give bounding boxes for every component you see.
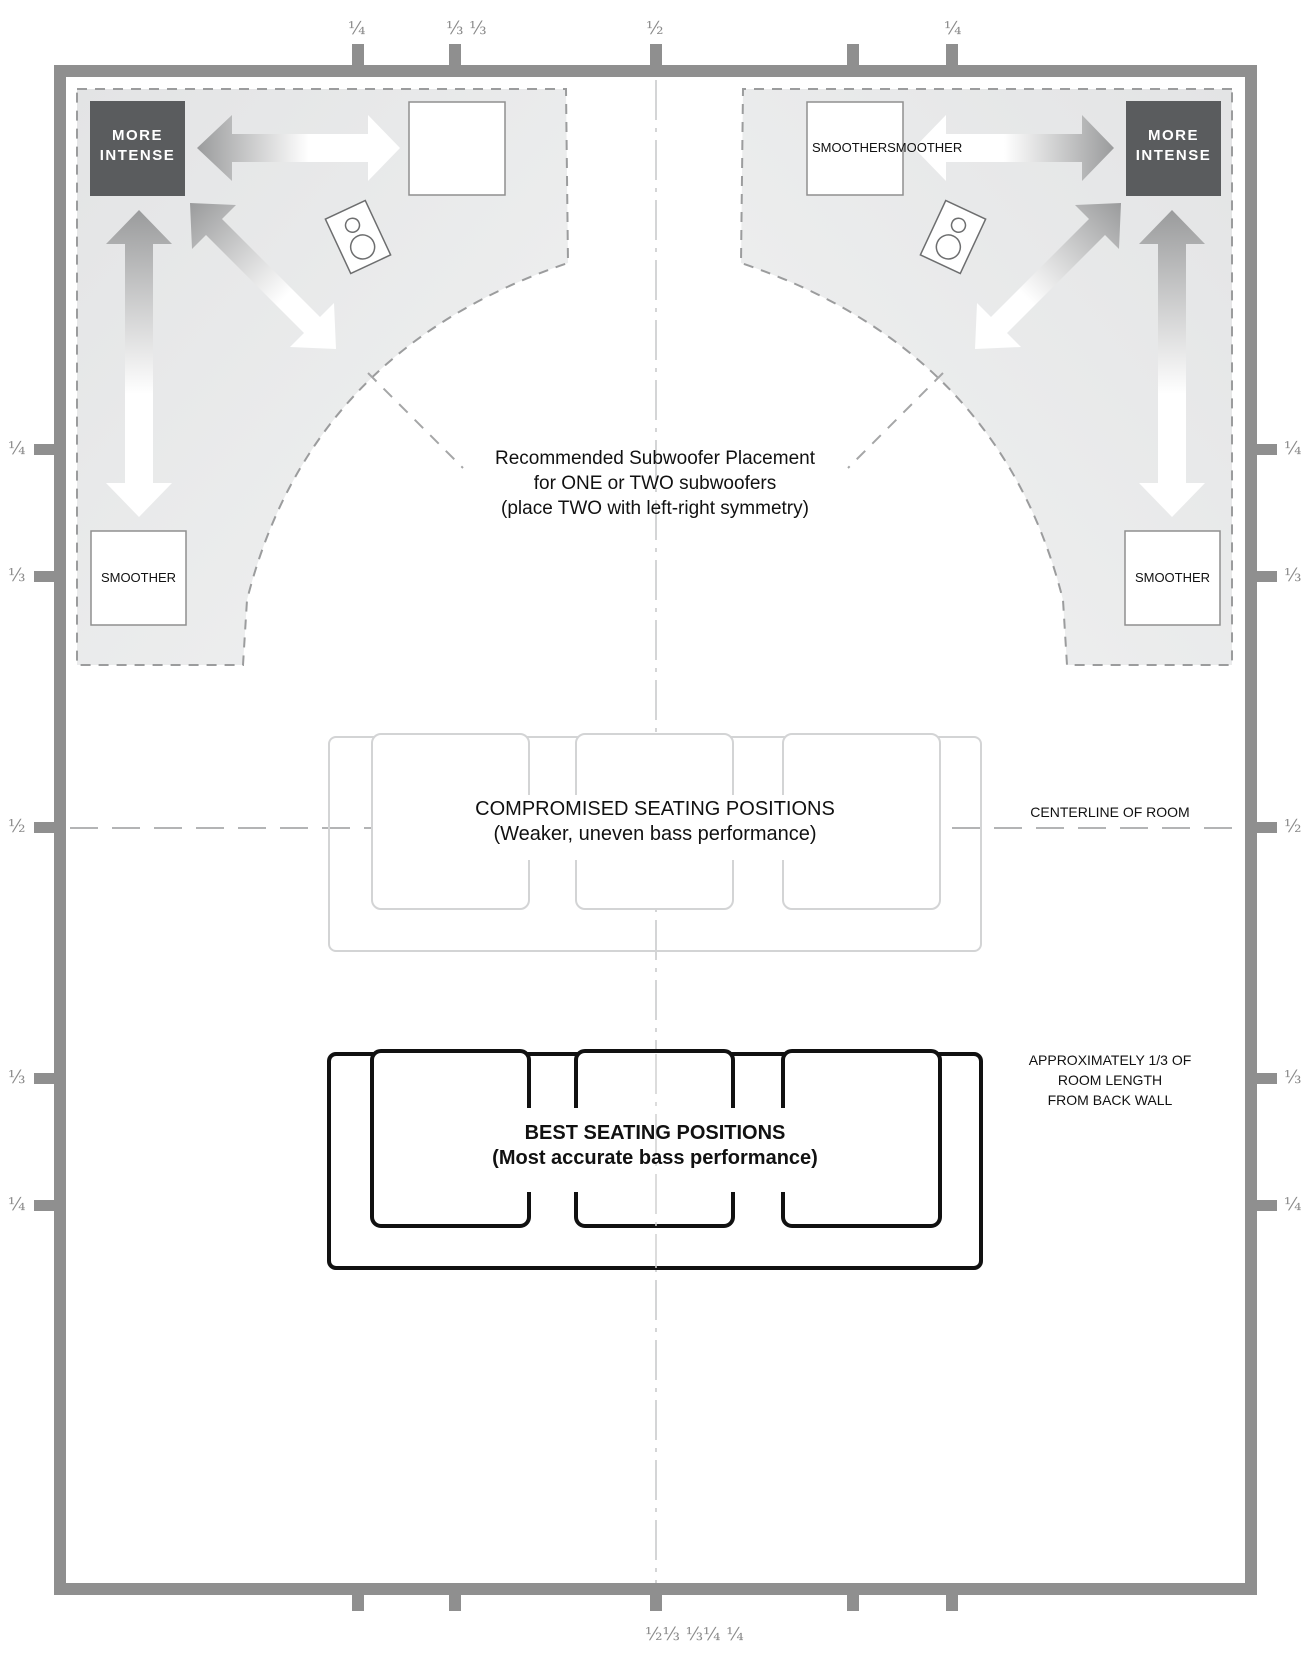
tick-label-left-2: ⅓ <box>8 565 26 586</box>
more-intense-line2: INTENSE <box>1135 147 1212 164</box>
tick-label-top-2: ⅓ ⅓ <box>446 18 487 39</box>
tick-label-right-3: ½ <box>1284 816 1302 837</box>
tick-label-top-1: ¼ <box>348 18 366 39</box>
tick-label-left-1: ¼ <box>8 438 26 459</box>
best-seating-note-line2: ROOM LENGTH <box>1057 1072 1163 1088</box>
centerline-label: CENTERLINE OF ROOM <box>1030 804 1190 820</box>
tick-label-right-1: ¼ <box>1284 438 1302 459</box>
best-seating-subtitle: (Most accurate bass performance) <box>492 1147 818 1169</box>
more-intense-line1: MORE <box>112 127 163 144</box>
compromised-seating-title: COMPROMISED SEATING POSITIONS <box>475 798 835 820</box>
smoother-top-label-right: SMOOTHERSMOOTHER <box>812 140 963 155</box>
tick-label-right-4: ⅓ <box>1284 1067 1302 1088</box>
best-seating-note <box>1010 1050 1210 1110</box>
compromised-seating-subtitle: (Weaker, uneven bass performance) <box>493 823 817 845</box>
smoother-label-left: SMOOTHER <box>100 570 177 585</box>
tick-label-right-2: ⅓ <box>1284 565 1302 586</box>
tick-label-left-5: ¼ <box>8 1194 26 1215</box>
placement-note-line3: (place TWO with left-right symmetry) <box>501 498 809 519</box>
tick-label-right-5: ¼ <box>1284 1194 1302 1215</box>
best-seating-note-line1: APPROXIMATELY 1/3 OF <box>1028 1052 1192 1068</box>
tick-label-left-3: ½ <box>8 816 26 837</box>
compromised-seating-label <box>430 797 880 847</box>
tick-label-top-5: ¼ <box>944 18 962 39</box>
tick-label-bottom: ½⅓ ⅓¼ ¼ <box>645 1624 744 1645</box>
best-seating-note-line3: FROM BACK WALL <box>1047 1092 1173 1108</box>
tick-label-top-3: ½ <box>646 18 664 39</box>
more-intense-label-left <box>90 126 185 166</box>
best-seating-title: BEST SEATING POSITIONS <box>524 1122 786 1144</box>
placement-note-line2: for ONE or TWO subwoofers <box>533 473 777 494</box>
best-seating-label <box>430 1121 880 1171</box>
placement-note-line1: Recommended Subwoofer Placement <box>494 448 815 469</box>
more-intense-line1: MORE <box>1148 127 1199 144</box>
smoother-top-box-left <box>409 102 505 195</box>
placement-note <box>430 446 880 521</box>
smoother-label-right: SMOOTHER <box>1134 570 1211 585</box>
tick-label-left-4: ⅓ <box>8 1067 26 1088</box>
more-intense-label-right <box>1126 126 1221 166</box>
more-intense-line2: INTENSE <box>99 147 176 164</box>
